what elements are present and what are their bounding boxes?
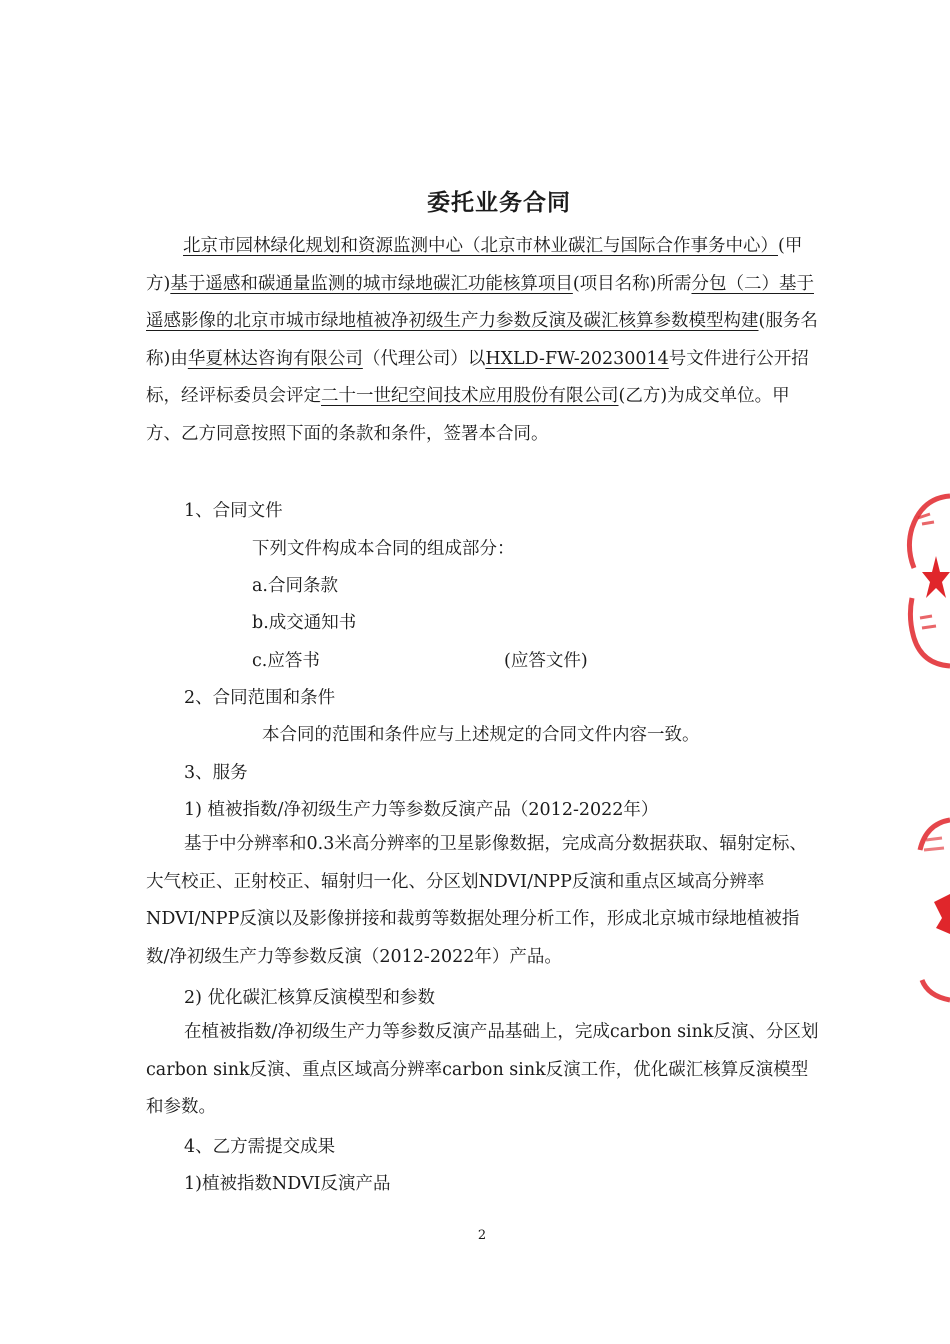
page-number: 2 bbox=[477, 1228, 487, 1243]
section-3-heading: 3、服务 bbox=[184, 763, 248, 783]
seal-stamp-icon bbox=[910, 810, 950, 1010]
agency-label: （代理公司）以 bbox=[362, 348, 486, 369]
section-4-heading: 4、乙方需提交成果 bbox=[184, 1137, 336, 1157]
service-2-text: 在植被指数/净初级生产力等参数反演产品基础上，完成carbon sink反演、分区划carbon sink反演、重点区域高分辨率carbon sink反演工作，优化碳汇核算反演模型和参数。 bbox=[146, 1022, 819, 1117]
section-1-lead: 下列文件构成本合同的组成部分： bbox=[252, 539, 515, 559]
project-name: 基于遥感和碳通量监测的城市绿地碳汇功能核算项目 bbox=[170, 273, 573, 294]
intro-paragraph bbox=[146, 228, 821, 453]
document-item-b: b.成交通知书 bbox=[252, 613, 357, 633]
service-2-title: 2) 优化碳汇核算反演模型和参数 bbox=[184, 988, 436, 1008]
seal-stamp-icon bbox=[900, 488, 950, 678]
party-a-label: (甲方) bbox=[146, 236, 803, 294]
service-1-text: 基于中分辨率和0.3米高分辨率的卫星影像数据，完成高分数据获取、辐射定标、大气校正、正射校正、辐射归一化、分区划NDVI/NPP反演和重点区域高分辨率NDVI/NPP反演以及影像拼接和裁剪等数据处理分析工作，形成北京城市绿地植被指数/净初级生产力等参数反演（2012-2022年）产品。 bbox=[146, 834, 807, 967]
tender-text: 号文件进行公开招标，经评标委员会评定 bbox=[146, 348, 809, 406]
tender-number: HXLD-FW-20230014 bbox=[485, 348, 669, 369]
service-label: (服务名称)由 bbox=[146, 311, 818, 369]
deliverable-item-1: 1)植被指数NDVI反演产品 bbox=[184, 1174, 391, 1194]
section-2-heading: 2、合同范围和条件 bbox=[184, 688, 336, 708]
party-b-name: 二十一世纪空间技术应用股份有限公司 bbox=[321, 386, 619, 406]
document-item-c-note: (应答文件) bbox=[504, 651, 588, 671]
section-1-heading: 1、合同文件 bbox=[184, 501, 283, 521]
document-item-c: c.应答书 bbox=[252, 651, 320, 671]
document-item-a: a.合同条款 bbox=[252, 576, 338, 596]
section-2-text: 本合同的范围和条件应与上述规定的合同文件内容一致。 bbox=[262, 725, 700, 745]
party-a-name: 北京市园林绿化规划和资源监测中心（北京市林业碳汇与国际合作事务中心） bbox=[183, 236, 778, 256]
party-b-label: (乙方)为成交单位。甲方、乙方同意按照下面的条款和条件，签署本合同。 bbox=[146, 386, 790, 444]
service-1-title: 1) 植被指数/净初级生产力等参数反演产品（2012-2022年） bbox=[184, 800, 659, 820]
contract-title: 委托业务合同 bbox=[427, 190, 571, 216]
project-label: (项目名称)所需 bbox=[572, 273, 692, 294]
agency-name: 华夏林达咨询有限公司 bbox=[187, 348, 363, 369]
service-name: 分包（二）基于遥感影像的北京市城市绿地植被净初级生产力参数反演及碳汇核算参数模型构建 bbox=[146, 273, 814, 331]
